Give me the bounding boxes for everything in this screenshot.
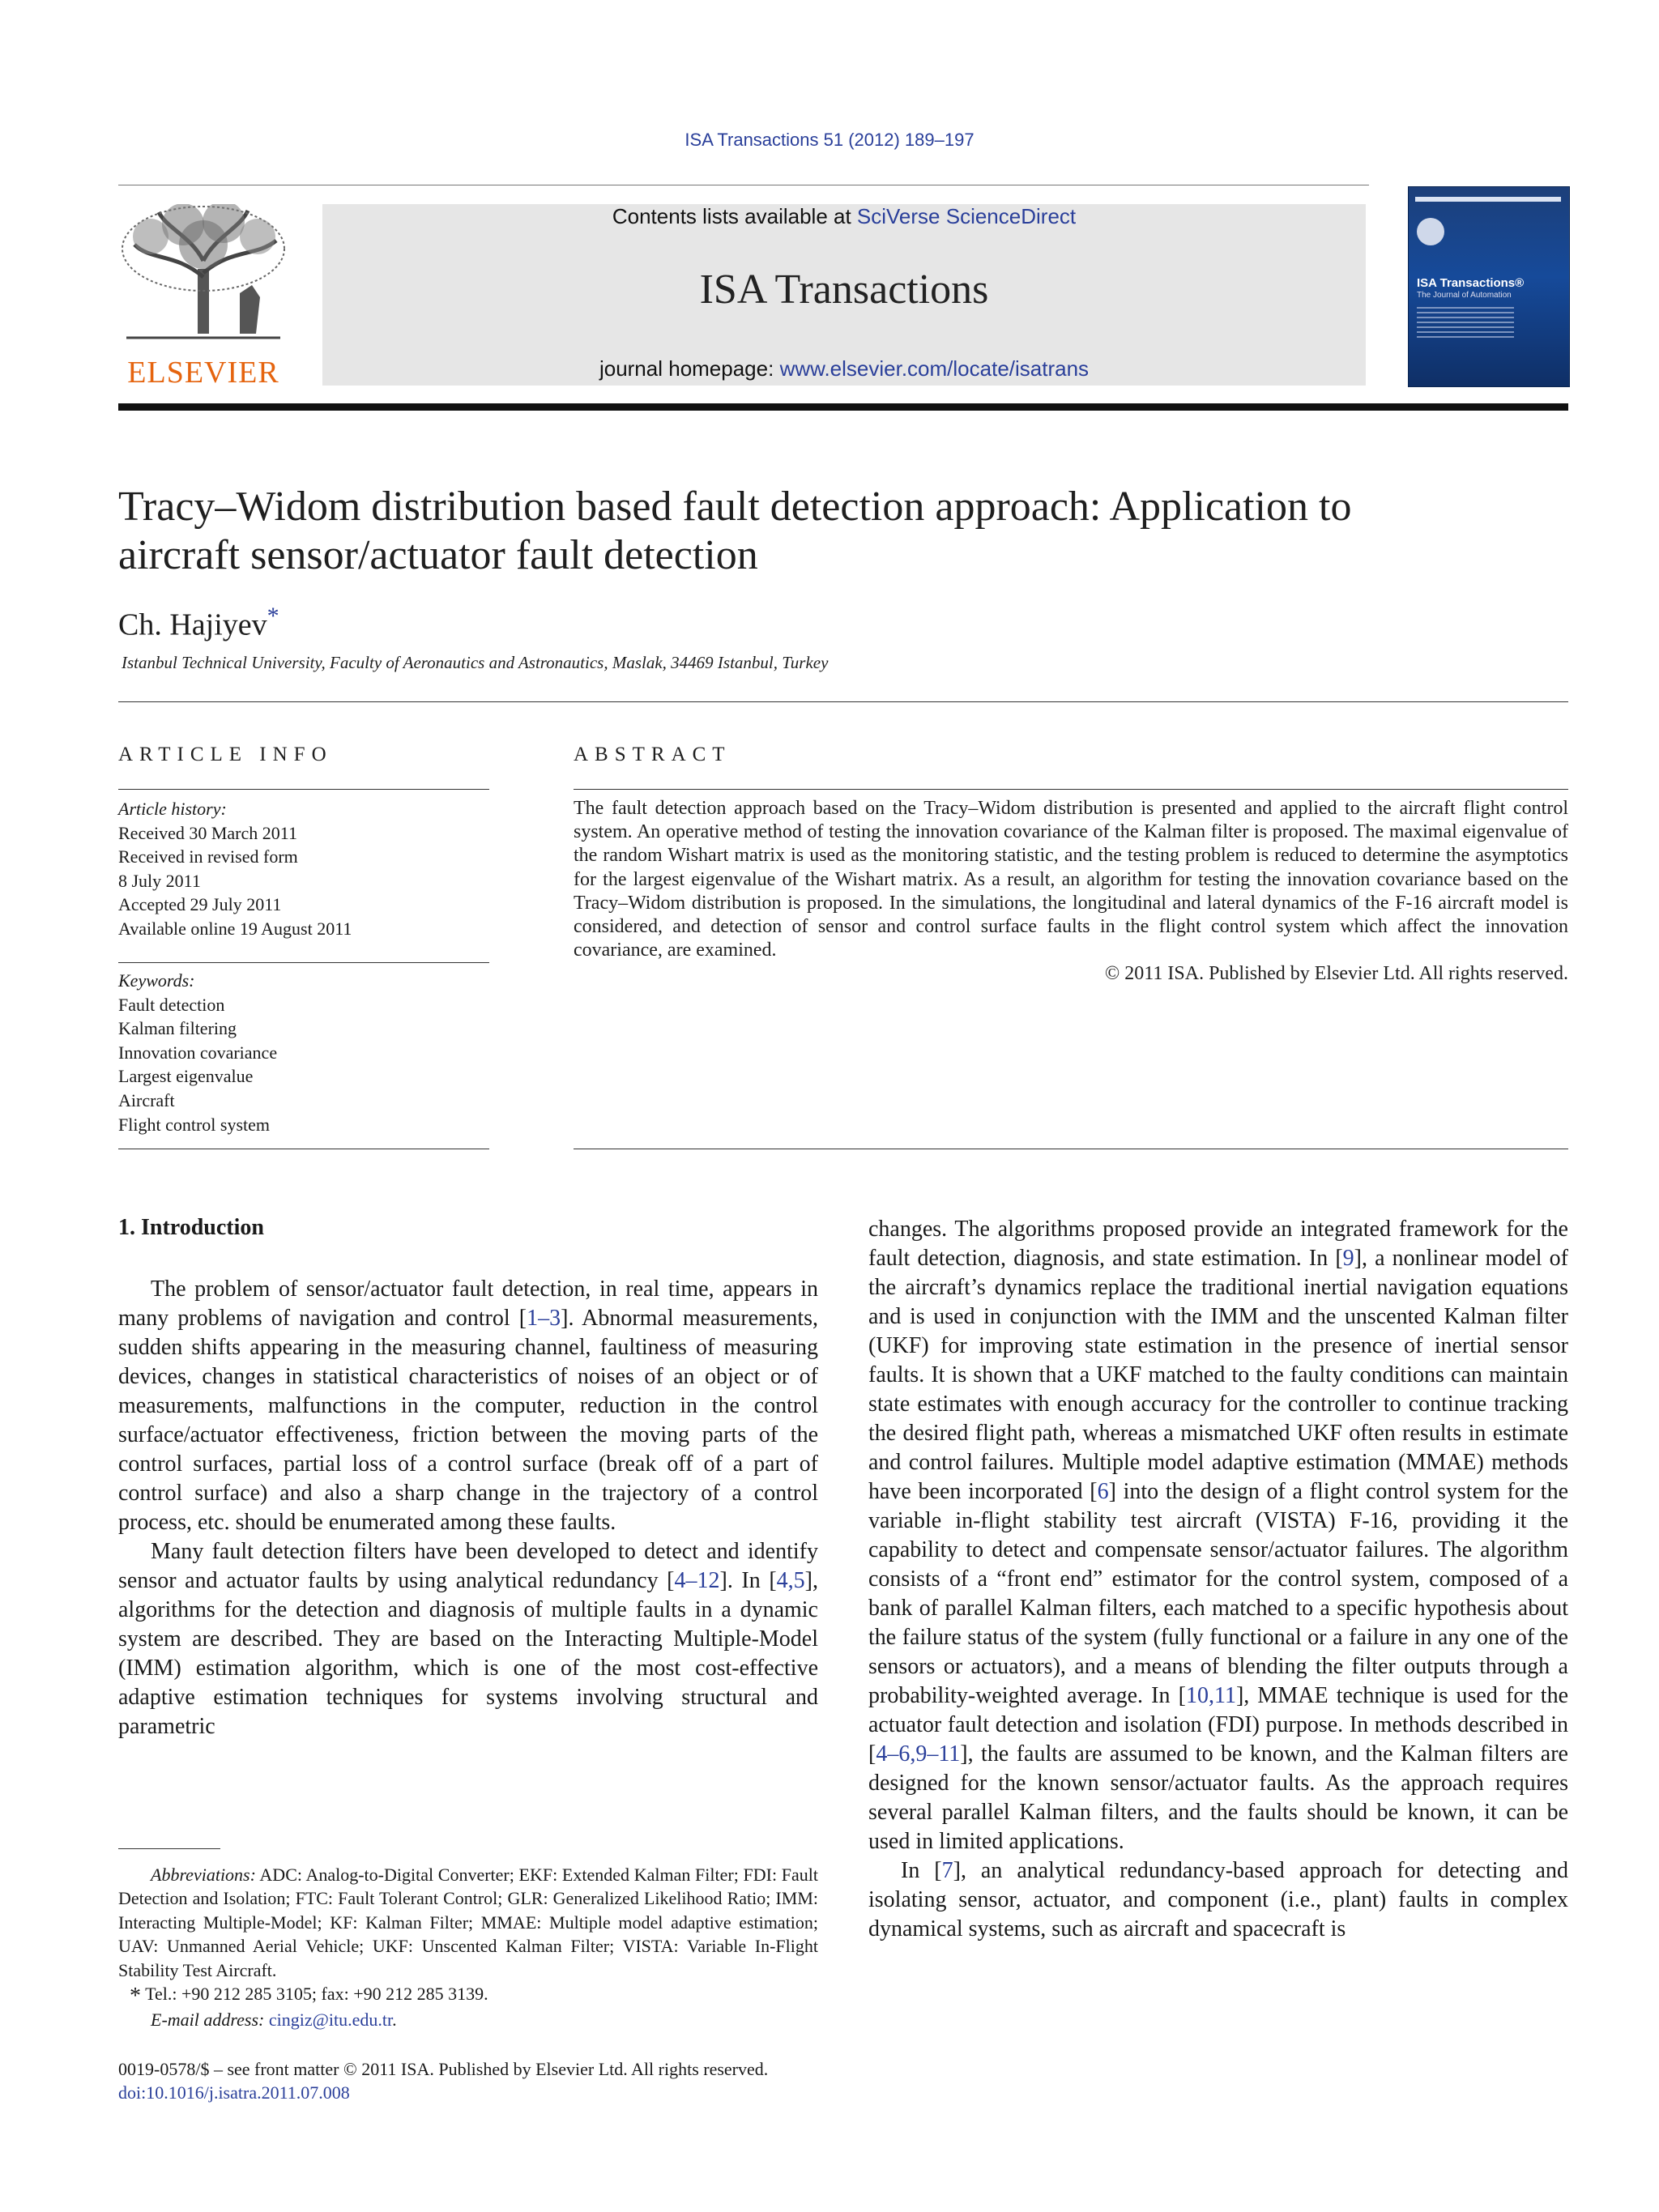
history-online: Available online 19 August 2011 [118, 918, 352, 939]
author-footnote-mark[interactable]: * [267, 603, 279, 629]
header-thick-rule [118, 403, 1568, 411]
journal-reference[interactable]: ISA Transactions 51 (2012) 189–197 [684, 130, 975, 150]
abstract-body [574, 797, 1568, 987]
cover-isa-badge-icon [1417, 218, 1444, 245]
history-revised-date: 8 July 2011 [118, 870, 201, 891]
keyword: Fault detection [118, 994, 225, 1015]
cover-subtitle: The Journal of Automation [1417, 291, 1512, 300]
citation-link[interactable]: 6 [1097, 1479, 1109, 1504]
footnote-rule [118, 1848, 220, 1849]
affiliation-rule [118, 701, 1568, 702]
cover-top-strip [1415, 197, 1561, 202]
article-history-label: Article history: [118, 799, 227, 819]
front-matter-note [118, 2057, 768, 2104]
keyword: Innovation covariance [118, 1042, 278, 1063]
abstract-copyright: © 2011 ISA. Published by Elsevier Ltd. All rights reserved. [1105, 963, 1568, 985]
abbreviations-footnote: Abbreviations: ADC: Analog-to-Digital Converter; EKF: Extended Kalman Filter; FDI: Fault Detection and Isolation; FTC: Fault Tolerant Control; GLR: Generalized Likelihood Ratio; IMM: Interacting Multiple-Model; KF: Kalman Filter; MMAE: Multiple model adaptive estimation; UAV: Unmanned Aerial Vehicle; UKF: Unscented Kalman Filter; VISTA: Variable In-Flight Stability Test Aircraft. [118, 1865, 818, 1980]
homepage-line: journal homepage: www.elsevier.com/locate/isatrans [599, 356, 1090, 381]
abstract-heading: ABSTRACT [574, 744, 731, 765]
homepage-link[interactable]: www.elsevier.com/locate/isatrans [779, 356, 1090, 381]
body-column-left [118, 1275, 818, 1741]
publisher-logo-text: ELSEVIER [127, 356, 279, 390]
citation-link[interactable]: 7 [941, 1858, 953, 1883]
intro-paragraph-1: The problem of sensor/actuator fault detection, in real time, appears in many problems of navigation and control [1–3]. Abnormal measurements, sudden shifts appearing in the measuring channel, faultiness of measuring devices, changes in statistical characteristics of noises of an object or of measurements, malfunctions in the computer, reduction in the control surface/actuator effectiveness, friction between the moving parts of the control surfaces, partial loss of a control surface (break off of a part of control surface) and also a sharp change in the trajectory of a control process, etc. should be enumerated among these faults. [118, 1276, 818, 1535]
body-column-right [868, 1215, 1568, 1944]
journal-cover-image[interactable] [1408, 186, 1570, 387]
keyword: Flight control system [118, 1114, 270, 1135]
keyword: Aircraft [118, 1089, 175, 1110]
author-affiliation: Istanbul Technical University, Faculty of Aeronautics and Astronautics, Maslak, 34469 Istanbul, Turkey [122, 653, 829, 672]
intro-paragraph-2: Many fault detection filters have been developed to detect and identify sensor and actuator faults by using analytical redundancy [4–12]. In [4,5], algorithms for the detection and diagnosis of multiple faults in a dynamic system are described. They are based on the Interacting Multiple-Model (IMM) estimation algorithm, which is one of the most cost-effective adaptive estimation techniques for systems involving structural and parametric [118, 1539, 818, 1739]
email-footnote: E-mail address: cingiz@itu.edu.tr. [151, 2010, 397, 2031]
abstract-rule [574, 789, 1568, 790]
article-info-heading: ARTICLE INFO [118, 744, 333, 765]
article-title [118, 483, 1568, 580]
keyword: Largest eigenvalue [118, 1066, 254, 1087]
journal-title: ISA Transactions [699, 266, 989, 313]
author-name: Ch. Hajiyev* [118, 603, 279, 642]
history-accepted: Accepted 29 July 2011 [118, 894, 282, 915]
elsevier-logo [118, 204, 288, 390]
journal-banner [322, 204, 1366, 386]
citation-link[interactable]: 1–3 [527, 1306, 561, 1331]
keywords-rule [118, 962, 489, 963]
article-history [118, 797, 489, 941]
citation-link[interactable]: 9 [1342, 1246, 1354, 1271]
contact-footnote: * Tel.: +90 212 285 3105; fax: +90 212 285 3139. [130, 1984, 488, 2010]
article-title-line-2: aircraft sensor/actuator fault detection [118, 532, 758, 578]
article-info-rule [118, 789, 489, 790]
intro-paragraph-continued: changes. The algorithms proposed provide an integrated framework for the fault detection, diagnosis, and state estimation. In [9], a nonlinear model of the aircraft’s dynamics replace the traditional inertial navigation equations and is used in conjunction with the IMM and the unscented Kalman filter (UKF) for improving state estimation in the presence of inertial sensor faults. It is shown that a UKF matched to the faulty conditions can maintain state estimates with enough accuracy for the controller to continue tracking the desired flight path, whereas a mismatched UKF often results in estimate and control failures. Multiple model adaptive estimation (MMAE) methods have been incorporated [6] into the design of a flight control system for the variable in-flight stability test aircraft (VISTA) F-16, providing it the capability to detect and compensate sensor/actuator failures. The algorithm consists of a “front end” estimator for the control system, composed of a bank of parallel Kalman filters, each matched to a specific hypothesis about the failure status of the system (fully functional or a failure in any one of the sensors or actuators), and a means of blending the filter outputs through a probability-weighted average. In [10,11], MMAE technique is used for the actuator fault detection and isolation (FDI) purpose. In methods described in [4–6,9–11], the faults are assumed to be known, and the Kalman filters are designed for the known sensor/actuator faults. As the approach requires several parallel Kalman filters, and the faults should be known, it can be used in limited applications. [868, 1217, 1569, 1854]
doi-link[interactable]: doi:10.1016/j.isatra.2011.07.008 [118, 2082, 350, 2103]
citation-link[interactable]: 10,11 [1185, 1683, 1236, 1708]
footnotes [118, 1863, 818, 2032]
tree-logo-icon [118, 204, 288, 342]
sciencedirect-link[interactable]: SciVerse ScienceDirect [856, 204, 1077, 228]
article-title-line-1: Tracy–Widom distribution based fault detection approach: Application to [118, 484, 1352, 530]
footnote-star-mark: * [130, 1984, 141, 2010]
contents-line: Contents lists available at SciVerse ScienceDirect [612, 204, 1077, 228]
citation-link[interactable]: 4–12 [674, 1568, 720, 1593]
citation-link[interactable]: 4,5 [776, 1568, 805, 1593]
issn-line: 0019-0578/$ – see front matter © 2011 ISA. Published by Elsevier Ltd. All rights reserved. [118, 2059, 769, 2079]
email-link[interactable]: cingiz@itu.edu.tr [268, 2010, 393, 2031]
intro-paragraph-3: In [7], an analytical redundancy-based approach for detecting and isolating sensor, actuator, and component (i.e., plant) faults in complex dynamical systems, such as aircraft and spacecraft is [868, 1858, 1568, 1941]
abstract-text: The fault detection approach based on the Tracy–Widom distribution is presented and applied to the aircraft flight control system. An operative method of testing the innovation covariance of the Kalman filter is proposed. The maximal eigenvalue of the random Wishart matrix is used as the monitoring statistic, and the testing problem is reduced to determine the asymptotics for the largest eigenvalue of the Wishart matrix. As a result, an algorithm for testing the innovation covariance based on the Tracy–Widom distribution is proposed. In the simulations, the longitudinal and lateral dynamics of the F-16 aircraft model is considered, and detection of sensor and control surface faults in the flight control system which affect the innovation covariance, are examined. [574, 798, 1568, 961]
keywords-list [118, 969, 489, 1136]
history-revised: Received in revised form [118, 846, 298, 867]
citation-link[interactable]: 4–6,9–11 [876, 1741, 961, 1767]
history-received: Received 30 March 2011 [118, 822, 297, 843]
section-heading-introduction: 1. Introduction [118, 1215, 264, 1240]
keyword: Kalman filtering [118, 1018, 237, 1039]
cover-title: ISA Transactions® [1417, 276, 1525, 290]
cover-text-lines [1417, 307, 1514, 339]
keywords-label: Keywords: [118, 970, 195, 991]
